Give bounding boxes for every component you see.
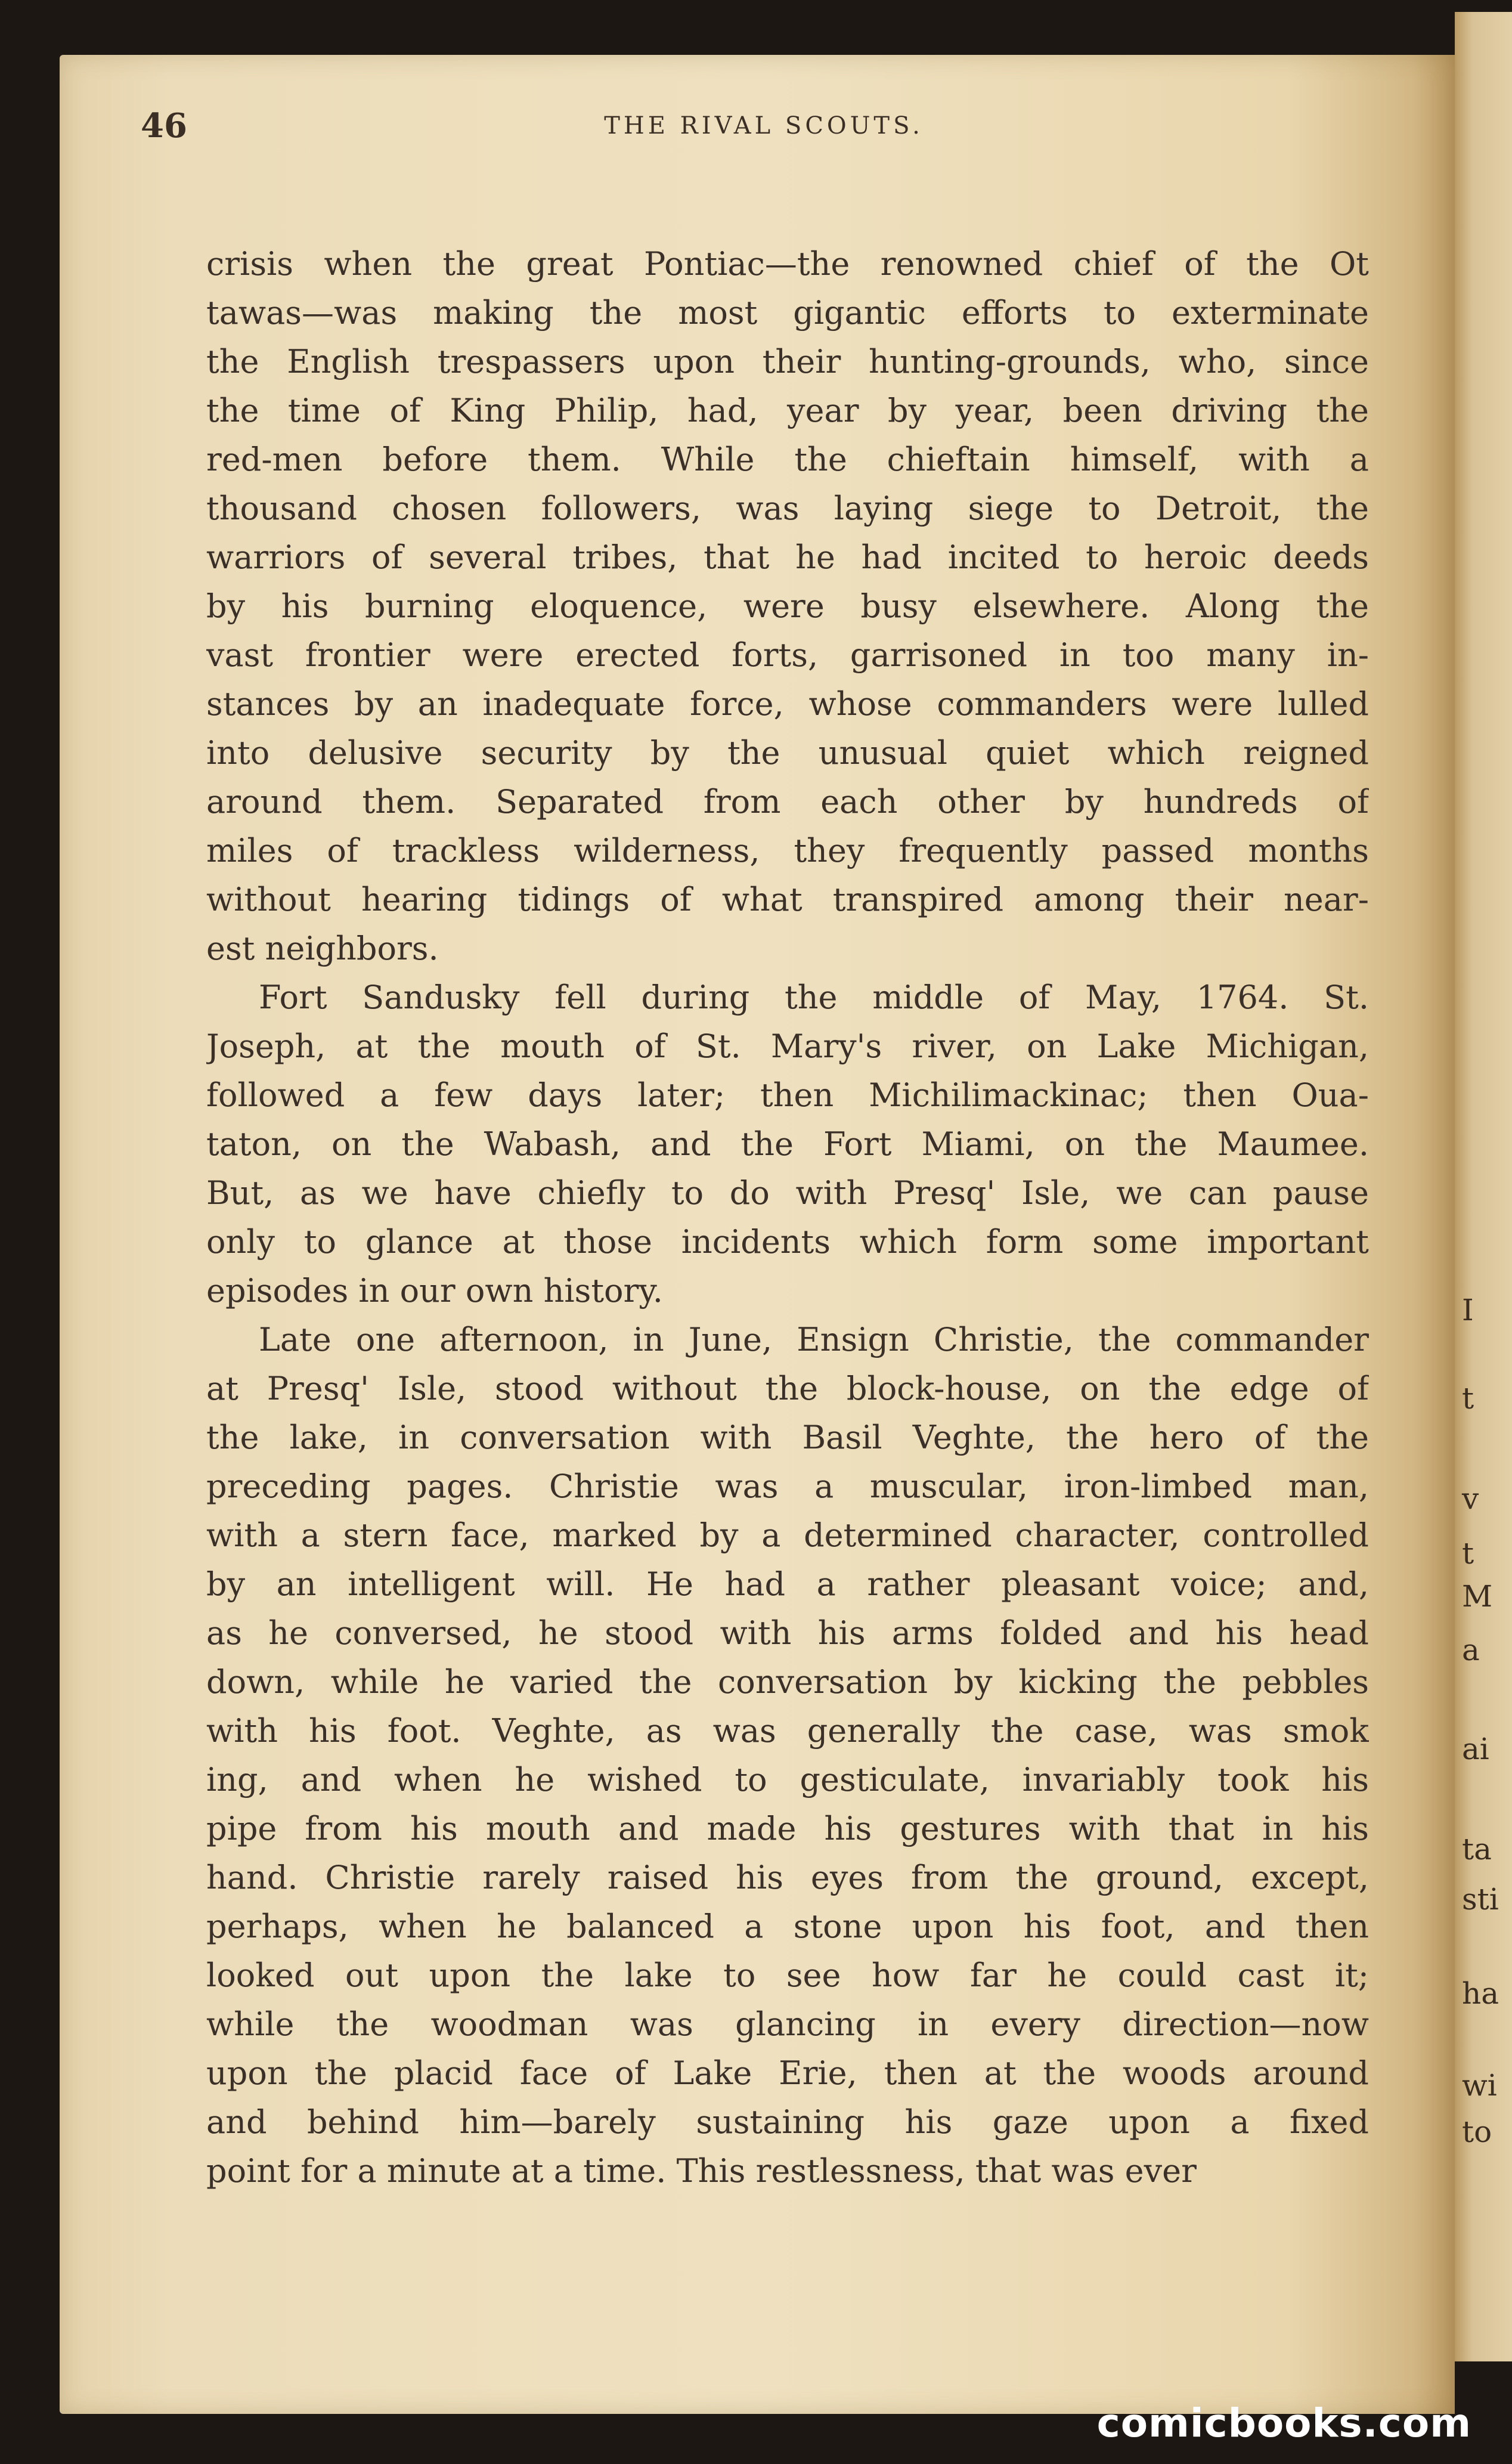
text-line: looked out upon the lake to see how far he could cast it; [206, 1957, 1369, 1994]
text-line: taton, on the Wabash, and the Fort Miami, on the Maumee. [206, 1125, 1369, 1163]
text-line: hand. Christie rarely raised his eyes from the ground, except, [206, 1859, 1369, 1896]
text-line: as he conversed, he stood with his arms folded and his head [206, 1614, 1369, 1652]
text-line: with a stern face, marked by a determined character, controlled [206, 1516, 1369, 1554]
text-line: thousand chosen followers, was laying siege to Detroit, the [206, 490, 1369, 527]
text-line: down, while he varied the conversation by kicking the pebbles [206, 1663, 1369, 1701]
facing-page-fragment: I [1462, 1293, 1474, 1327]
text-line: the time of King Philip, had, year by year, been driving the [206, 392, 1369, 429]
body-text [206, 240, 1369, 2196]
text-line: with his foot. Veghte, as was generally the case, was smok [206, 1712, 1369, 1750]
text-line: followed a few days later; then Michilimackinac; then Oua- [206, 1076, 1369, 1114]
page-number: 46 [141, 106, 187, 146]
text-line: only to glance at those incidents which form some important [206, 1223, 1369, 1261]
text-line: warriors of several tribes, that he had incited to heroic deeds [206, 538, 1369, 576]
text-line: tawas—was making the most gigantic efforts to exterminate [206, 294, 1369, 332]
text-line: the English trespassers upon their hunting-grounds, who, since [206, 343, 1369, 380]
text-line: without hearing tidings of what transpired among their near- [206, 881, 1369, 918]
text-line: upon the placid face of Lake Erie, then at the woods around [206, 2054, 1369, 2092]
facing-page-fragment: sti [1462, 1882, 1499, 1917]
facing-page-fragment: ta [1462, 1832, 1492, 1866]
text-line: and behind him—barely sustaining his gaze upon a fixed [206, 2103, 1369, 2141]
watermark: comicbooks.com [1096, 2400, 1471, 2446]
text-line: ing, and when he wished to gesticulate, invariably took his [206, 1761, 1369, 1799]
text-line: est neighbors. [206, 930, 439, 967]
text-line: Joseph, at the mouth of St. Mary's river, on Lake Michigan, [206, 1027, 1369, 1065]
text-line: vast frontier were erected forts, garrisoned in too many in- [206, 636, 1369, 674]
text-line: stances by an inadequate force, whose commanders were lulled [206, 685, 1369, 723]
text-line: Late one afternoon, in June, Ensign Christie, the commander [259, 1321, 1369, 1358]
facing-page-fragment: M [1462, 1579, 1493, 1614]
text-line: around them. Separated from each other by hundreds of [206, 783, 1369, 821]
text-line: by his burning eloquence, were busy elsewhere. Along the [206, 587, 1369, 625]
text-line: at Presq' Isle, stood without the block-house, on the edge of [206, 1370, 1369, 1407]
facing-page-fragment: v [1462, 1481, 1479, 1516]
text-line: episodes in our own history. [206, 1272, 663, 1310]
text-line: by an intelligent will. He had a rather pleasant voice; and, [206, 1565, 1369, 1603]
text-line: preceding pages. Christie was a muscular, iron-limbed man, [206, 1468, 1369, 1505]
text-line: crisis when the great Pontiac—the renowned chief of the Ot [206, 245, 1369, 283]
page-header [141, 106, 1387, 154]
text-line: miles of trackless wilderness, they frequently passed months [206, 832, 1369, 869]
text-line: red-men before them. While the chieftain himself, with a [206, 441, 1369, 478]
text-line: But, as we have chiefly to do with Presq' Isle, we can pause [206, 1174, 1369, 1212]
running-title: THE RIVAL SCOUTS. [604, 112, 924, 140]
facing-page-fragment: ai [1462, 1732, 1489, 1766]
facing-page-fragment: ha [1462, 1976, 1499, 2011]
text-line: Fort Sandusky fell during the middle of May, 1764. St. [259, 979, 1369, 1016]
facing-page-fragment: t [1462, 1381, 1474, 1416]
text-line: into delusive security by the unusual quiet which reigned [206, 734, 1369, 772]
facing-page-fragment: wi [1462, 2068, 1497, 2103]
facing-page-fragment: to [1462, 2115, 1492, 2149]
facing-page-fragment: t [1462, 1536, 1474, 1571]
text-line: the lake, in conversation with Basil Veghte, the hero of the [206, 1419, 1369, 1456]
facing-page-edge [1455, 12, 1512, 2361]
text-line: while the woodman was glancing in every direction—now [206, 2005, 1369, 2043]
text-line: point for a minute at a time. This restlessness, that was ever [206, 2152, 1197, 2190]
text-line: perhaps, when he balanced a stone upon his foot, and then [206, 1908, 1369, 1945]
text-line: pipe from his mouth and made his gestures with that in his [206, 1810, 1369, 1847]
facing-page-fragment: a [1462, 1633, 1480, 1667]
